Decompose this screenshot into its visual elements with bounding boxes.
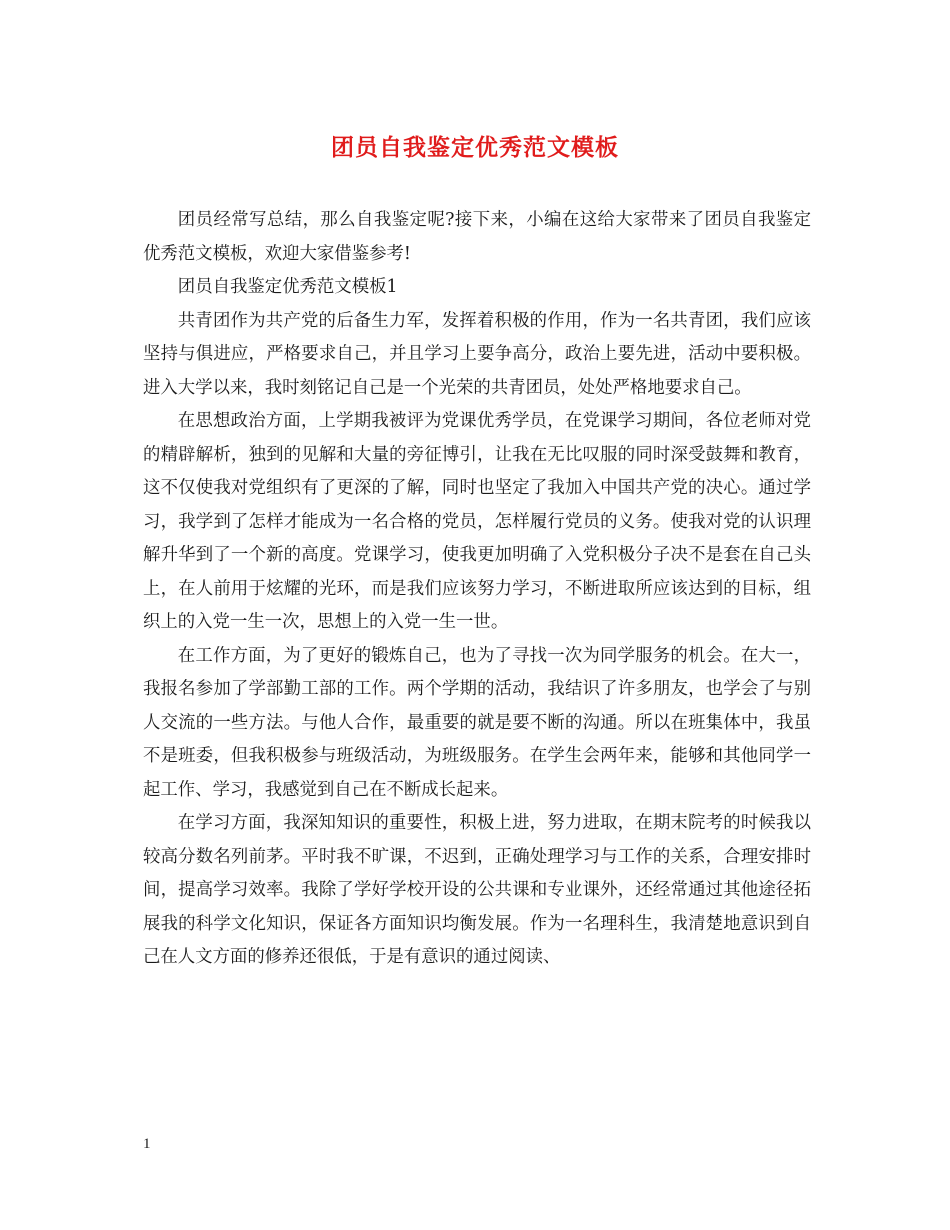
paragraph-body-1: 共青团作为共产党的后备生力军，发挥着积极的作用，作为一名共青团，我们应该坚持与俱进应，严格要求自己，并且学习上要争高分，政治上要先进，活动中要积极。进入大学以来，我时刻铭记自己是一个光荣的共青团员，处处严格地要求自己。 [143,310,811,398]
document-title: 团员自我鉴定优秀范文模板 [331,134,619,161]
paragraph-body-4: 在学习方面，我深知知识的重要性，积极上进，努力进取，在期末院考的时候我以较高分数名列前茅。平时我不旷课，不迟到，正确处理学习与工作的关系，合理安排时间，提高学习效率。我除了学好学校开设的公共课和专业课外，还经常通过其他途径拓展我的科学文化知识，保证各方面知识均衡发展。作为一名理科生，我清楚地意识到自己在人文方面的修养还很低，于是有意识的通过阅读、 [143,813,811,967]
document-body [143,204,811,975]
page-number: 1 [143,1136,151,1152]
paragraph-body-2: 在思想政治方面，上学期我被评为党课优秀学员，在党课学习期间，各位老师对党的精辟解析，独到的见解和大量的旁征博引，让我在无比叹服的同时深受鼓舞和教育，这不仅使我对党组织有了更深的了解，同时也坚定了我加入中国共产党的决心。通过学习，我学到了怎样才能成为一名合格的党员，怎样履行党员的义务。使我对党的认识理解升华到了一个新的高度。党课学习，使我更加明确了入党积极分子决不是套在自己头上，在人前用于炫耀的光环，而是我们应该努力学习，不断进取所应该达到的目标，组织上的入党一生一次，思想上的入党一生一世。 [143,411,811,632]
paragraph-intro: 团员经常写总结，那么自我鉴定呢?接下来，小编在这给大家带来了团员自我鉴定优秀范文模板，欢迎大家借鉴参考! [143,210,811,264]
paragraph-section-heading: 团员自我鉴定优秀范文模板1 [177,277,398,297]
paragraph-body-3: 在工作方面，为了更好的锻炼自己，也为了寻找一次为同学服务的机会。在大一，我报名参加了学部勤工部的工作。两个学期的活动，我结识了许多朋友，也学会了与别人交流的一些方法。与他人合作，最重要的就是要不断的沟通。所以在班集体中，我虽不是班委，但我积极参与班级活动，为班级服务。在学生会两年来，能够和其他同学一起工作、学习，我感觉到自己在不断成长起来。 [143,645,811,800]
